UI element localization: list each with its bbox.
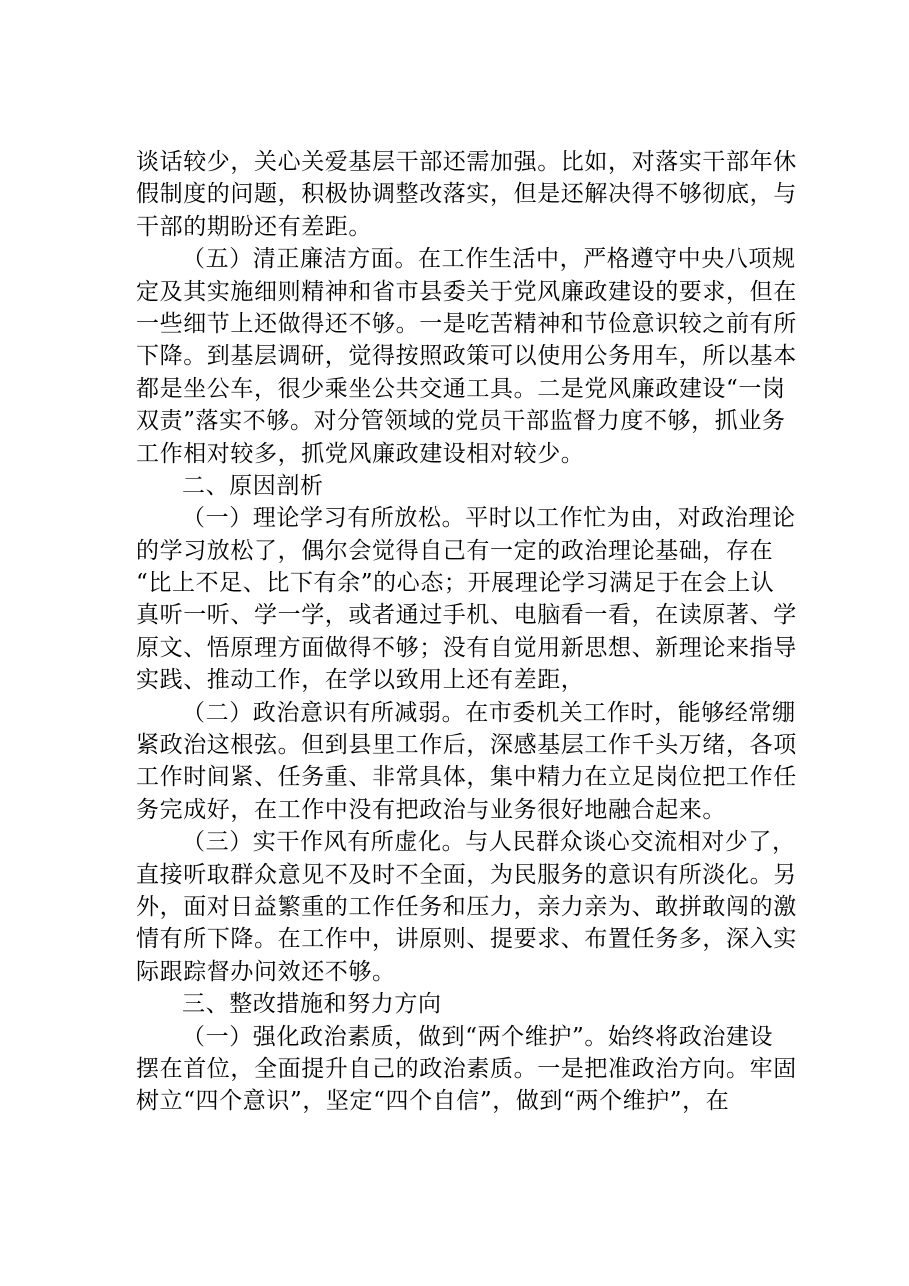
text-line: 原文、悟原理方面做得不够；没有自觉用新思想、新理论来指导	[136, 634, 797, 661]
text-line: 双责”落实不够。对分管领域的党员干部监督力度不够，抓业务	[136, 408, 786, 435]
text-line: 摆在首位，全面提升自己的政治素质。一是把准政治方向。牢固	[136, 1055, 797, 1082]
text-line: 工作时间紧、任务重、非常具体，集中精力在立足岗位把工作任	[136, 764, 797, 791]
text-line: 的学习放松了，偶尔会觉得自己有一定的政治理论基础，存在	[136, 537, 774, 564]
text-line: 二、原因剖析	[182, 472, 324, 499]
text-line: 下降。到基层调研，觉得按照政策可以使用公务用车，所以基本	[136, 343, 797, 370]
text-line: 务完成好，在工作中没有把政治与业务很好地融合起来。	[136, 796, 726, 823]
text-line: 际跟踪督办问效还不够。	[136, 958, 396, 985]
text-line: （二）政治意识有所减弱。在市委机关工作时，能够经常绷	[182, 699, 796, 726]
text-line: 紧政治这根弦。但到县里工作后，深感基层工作千头万绪，各项	[136, 732, 797, 759]
document-body	[136, 146, 816, 1118]
text-line: 谈话较少，关心关爱基层干部还需加强。比如，对落实干部年休	[136, 149, 797, 175]
text-line: 都是坐公车，很少乘坐公共交通工具。二是党风廉政建设“一岗	[136, 375, 786, 402]
text-line: 假制度的问题，积极协调整改落实，但是还解决得不够彻底，与	[136, 181, 797, 208]
text-line: 一些细节上还做得还不够。一是吃苦精神和节俭意识较之前有所	[136, 310, 797, 337]
text-line: 工作相对较多，抓党风廉政建设相对较少。	[136, 440, 585, 467]
text-line: （三）实干作风有所虚化。与人民群众谈心交流相对少了，	[182, 829, 796, 856]
text-line: 干部的期盼还有差距。	[136, 213, 372, 240]
text-line: （一）理论学习有所放松。平时以工作忙为由，对政治理论	[182, 505, 796, 532]
text-line: 真听一听、学一学，或者通过手机、电脑看一看，在读原著、学	[136, 602, 797, 629]
text-line: 直接听取群众意见不及时不全面，为民服务的意识有所淡化。另	[136, 861, 797, 888]
text-line: （五）清正廉洁方面。在工作生活中，严格遵守中央八项规	[182, 246, 796, 273]
text-line: 外，面对日益繁重的工作任务和压力，亲力亲为、敢拼敢闯的激	[136, 893, 797, 920]
text-line: 树立“四个意识”，坚定“四个自信”，做到“两个维护”，在	[136, 1088, 730, 1115]
text-line: （一）强化政治素质，做到“两个维护”。始终将政治建设	[182, 1023, 774, 1050]
text-line: 情有所下降。在工作中，讲原则、提要求、布置任务多，深入实	[136, 926, 797, 953]
text-line: “比上不足、比下有余”的心态；开展理论学习满足于在会上认	[136, 570, 775, 597]
text-line: 实践、推动工作，在学以致用上还有差距，	[136, 667, 585, 694]
text-line: 三、整改措施和努力方向	[182, 991, 442, 1018]
text-line: 定及其实施细则精神和省市县委关于党风廉政建设的要求，但在	[136, 278, 797, 305]
